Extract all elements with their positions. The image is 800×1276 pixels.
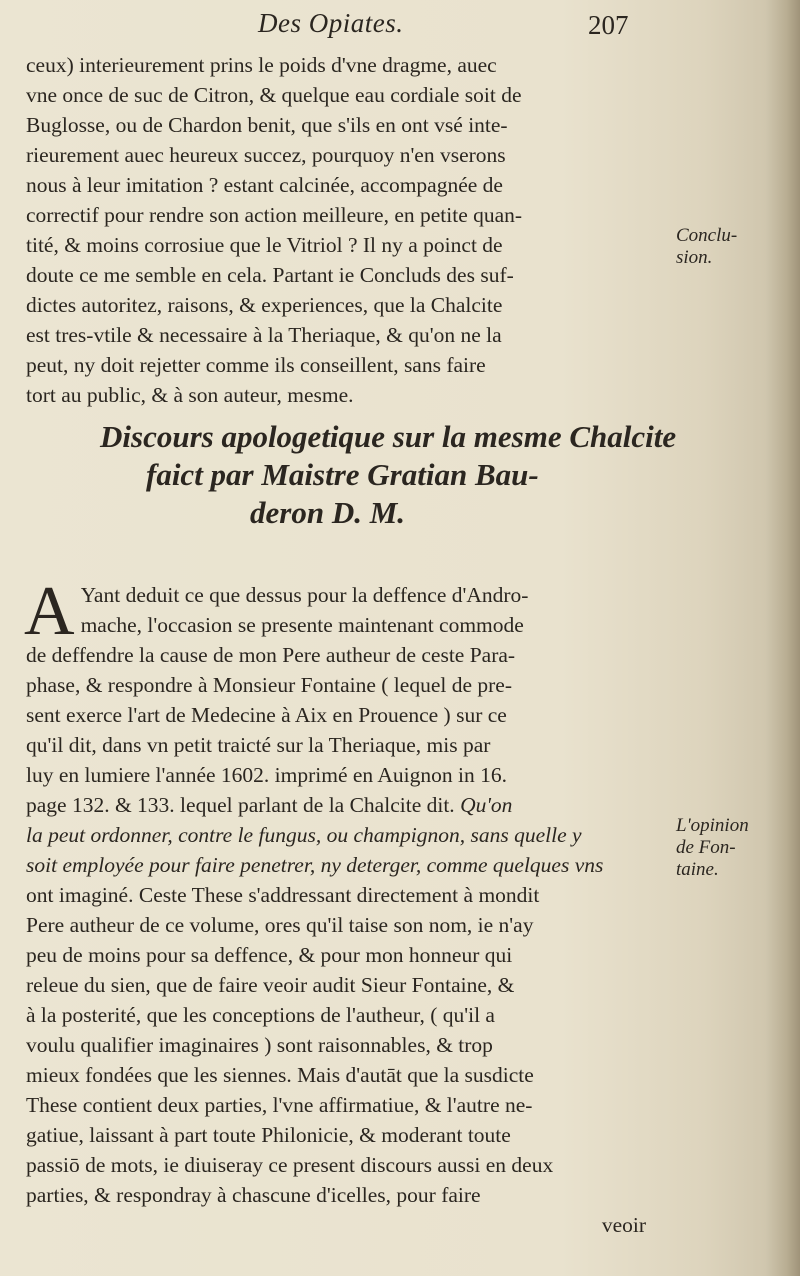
text-line: mache, l'occasion se presente maintenant commode: [80, 613, 524, 637]
text-line: voulu qualifier imaginaires ) sont raisonnables, & trop: [26, 1033, 493, 1057]
heading-line: faict par Maistre Gratian Bau-: [146, 457, 539, 492]
text-line: releue du sien, que de faire veoir audit Sieur Fontaine, &: [26, 973, 515, 997]
text-segment: page 132. & 133. lequel parlant de la Chalcite dit.: [26, 793, 455, 817]
margin-note-line: Conclu-: [676, 225, 738, 246]
text-line: ont imaginé. Ceste These s'addressant directement à mondit: [26, 883, 540, 907]
margin-note-line: taine.: [676, 859, 719, 880]
text-line: peu de moins pour sa deffence, & pour mon honneur qui: [26, 943, 513, 967]
text-line: rieurement auec heureux succez, pourquoy n'en vserons: [26, 143, 506, 167]
text-line: de deffendre la cause de mon Pere autheur de ceste Para-: [26, 643, 516, 667]
italic-phrase: Qu'on: [460, 793, 513, 817]
text-line: la peut ordonner, contre le fungus, ou champignon, sans quelle y: [26, 823, 582, 847]
paragraph-2: [24, 573, 676, 1240]
text-line: These contient deux parties, l'vne affirmatiue, & l'autre ne-: [26, 1093, 533, 1117]
text-line: luy en lumiere l'année 1602. imprimé en Auignon in 16.: [26, 763, 507, 787]
heading-line: Discours apologetique sur la mesme Chalcite: [100, 419, 677, 454]
text-line: correctif pour rendre son action meilleure, en petite quan-: [26, 203, 523, 227]
margin-note-conclusion: [676, 225, 737, 269]
drop-cap: A: [24, 573, 75, 650]
margin-note-line: L'opinion: [676, 815, 749, 836]
text-line: tité, & moins corrosiue que le Vitriol ? Il ny a poinct de: [26, 233, 503, 257]
text-line: nous à leur imitation ? estant calcinée, accompagnée de: [26, 173, 503, 197]
text-line: Buglosse, ou de Chardon benit, que s'ils en ont vsé inte-: [26, 113, 508, 137]
heading-line: deron D. M.: [250, 495, 406, 530]
text-line: mieux fondées que les siennes. Mais d'autāt que la susdicte: [26, 1063, 534, 1087]
running-title: Des Opiates.: [258, 8, 404, 38]
text-line: peut, ny doit rejetter comme ils conseillent, sans faire: [26, 353, 486, 377]
paragraph-1: [26, 50, 676, 410]
margin-note-line: sion.: [676, 247, 713, 268]
text-line: passiō de mots, ie diuiseray ce present discours aussi en deux: [26, 1153, 554, 1177]
text-line: Pere autheur de ce volume, ores qu'il taise son nom, ie n'ay: [26, 913, 534, 937]
text-line: vne once de suc de Citron, & quelque eau cordiale soit de: [26, 83, 522, 107]
text-line: doute ce me semble en cela. Partant ie Concluds des suf-: [26, 263, 514, 287]
page-gutter: [766, 0, 800, 1276]
page-header: [0, 8, 800, 48]
text-line: [26, 790, 676, 820]
text-line: ceux) interieurement prins le poids d'vne dragme, auec: [26, 53, 497, 77]
margin-note-line: de Fon-: [676, 837, 736, 858]
catchword: veoir: [601, 1213, 646, 1237]
text-line: qu'il dit, dans vn petit traicté sur la Theriaque, mis par: [26, 733, 491, 757]
text-line: phase, & respondre à Monsieur Fontaine ( lequel de pre-: [26, 673, 512, 697]
text-line: est tres-vtile & necessaire à la Theriaque, & qu'on ne la: [26, 323, 502, 347]
text-line: à la posterité, que les conceptions de l'autheur, ( qu'il a: [26, 1003, 495, 1027]
text-line: sent exerce l'art de Medecine à Aix en Prouence ) sur ce: [26, 703, 507, 727]
margin-note-fontaine: [676, 815, 749, 881]
text-line: dictes autoritez, raisons, & experiences, que la Chalcite: [26, 293, 503, 317]
text-line: Yant deduit ce que dessus pour la deffence d'Andro-: [80, 583, 529, 607]
text-line: gatiue, laissant à part toute Philonicie, & moderant toute: [26, 1123, 511, 1147]
text-line: soit employée pour faire penetrer, ny deterger, comme quelques vns: [26, 853, 604, 877]
text-line: tort au public, & à son auteur, mesme.: [26, 383, 354, 407]
section-heading: [100, 418, 677, 532]
text-line: parties, & respondray à chascune d'icelles, pour faire: [26, 1183, 481, 1207]
page-number: 207: [588, 10, 629, 40]
